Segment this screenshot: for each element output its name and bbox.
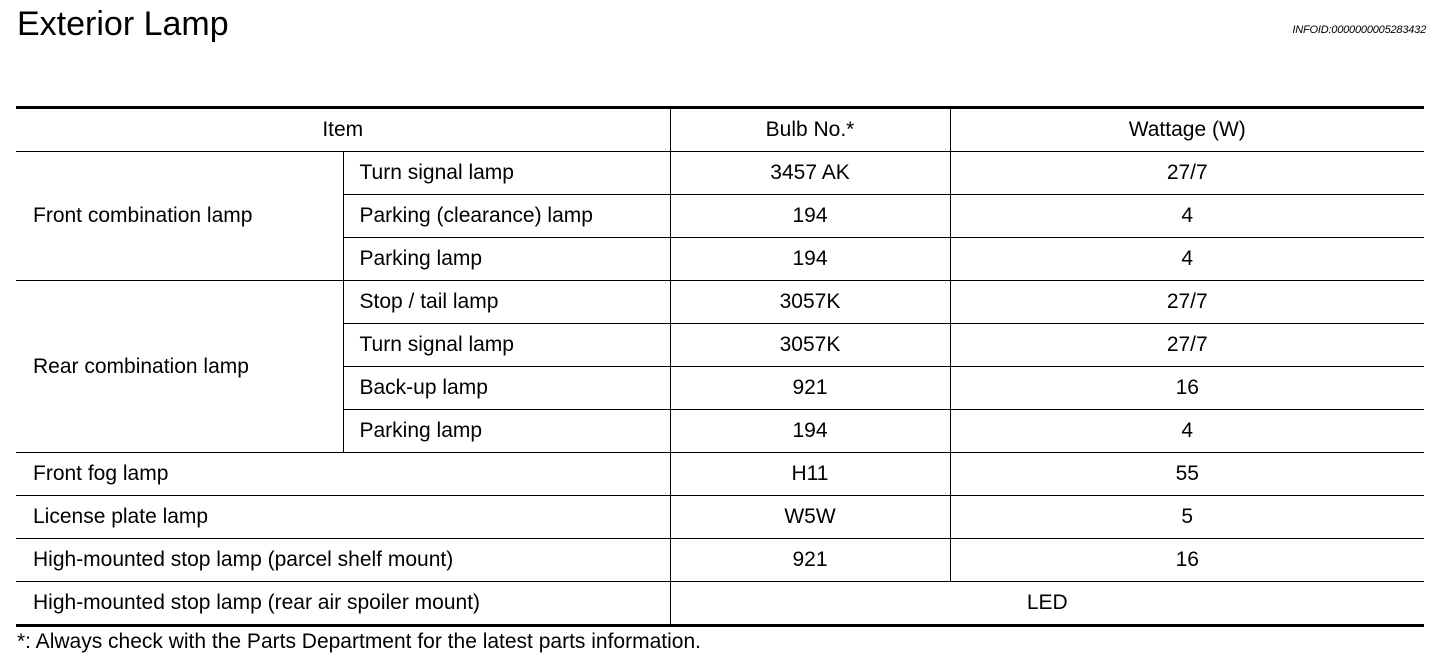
item-label: Front fog lamp: [16, 453, 670, 496]
table-row: [16, 539, 1424, 582]
bulb-value: 194: [670, 195, 950, 238]
footnote: *: Always check with the Parts Department for the latest parts information.: [17, 630, 701, 653]
wattage-value: 4: [950, 195, 1424, 238]
table-row: [16, 582, 1424, 626]
wattage-value: 4: [950, 410, 1424, 453]
column-header-bulb: Bulb No.*: [670, 108, 950, 152]
item-label: High-mounted stop lamp (rear air spoiler mount): [16, 582, 670, 626]
table-header-row: [16, 108, 1424, 152]
bulb-value: 194: [670, 410, 950, 453]
wattage-value: 55: [950, 453, 1424, 496]
wattage-value: 4: [950, 238, 1424, 281]
wattage-value: 27/7: [950, 152, 1424, 195]
group-label-rear-combination: Rear combination lamp: [16, 281, 343, 453]
sub-item-label: Back-up lamp: [343, 367, 670, 410]
table-row: [16, 281, 1424, 324]
bulb-value: 3057K: [670, 281, 950, 324]
info-id: INFOID:0000000005283432: [1292, 24, 1426, 36]
bulb-value: 921: [670, 539, 950, 582]
bulb-value: H11: [670, 453, 950, 496]
sub-item-label: Parking lamp: [343, 238, 670, 281]
wattage-value: 16: [950, 367, 1424, 410]
sub-item-label: Stop / tail lamp: [343, 281, 670, 324]
sub-item-label: Parking (clearance) lamp: [343, 195, 670, 238]
bulb-value: 3457 AK: [670, 152, 950, 195]
bulb-value: 194: [670, 238, 950, 281]
item-label: High-mounted stop lamp (parcel shelf mount): [16, 539, 670, 582]
group-label-front-combination: Front combination lamp: [16, 152, 343, 281]
merged-led-value: LED: [670, 582, 1424, 626]
sub-item-label: Turn signal lamp: [343, 152, 670, 195]
item-label: License plate lamp: [16, 496, 670, 539]
column-header-wattage: Wattage (W): [950, 108, 1424, 152]
wattage-value: 16: [950, 539, 1424, 582]
table-row: [16, 152, 1424, 195]
wattage-value: 5: [950, 496, 1424, 539]
bulb-value: W5W: [670, 496, 950, 539]
bulb-value: 3057K: [670, 324, 950, 367]
column-header-item: Item: [16, 108, 670, 152]
exterior-lamp-table: [16, 106, 1424, 627]
page-title: Exterior Lamp: [17, 5, 229, 43]
table-row: [16, 453, 1424, 496]
wattage-value: 27/7: [950, 281, 1424, 324]
bulb-value: 921: [670, 367, 950, 410]
sub-item-label: Parking lamp: [343, 410, 670, 453]
wattage-value: 27/7: [950, 324, 1424, 367]
sub-item-label: Turn signal lamp: [343, 324, 670, 367]
table-row: [16, 496, 1424, 539]
